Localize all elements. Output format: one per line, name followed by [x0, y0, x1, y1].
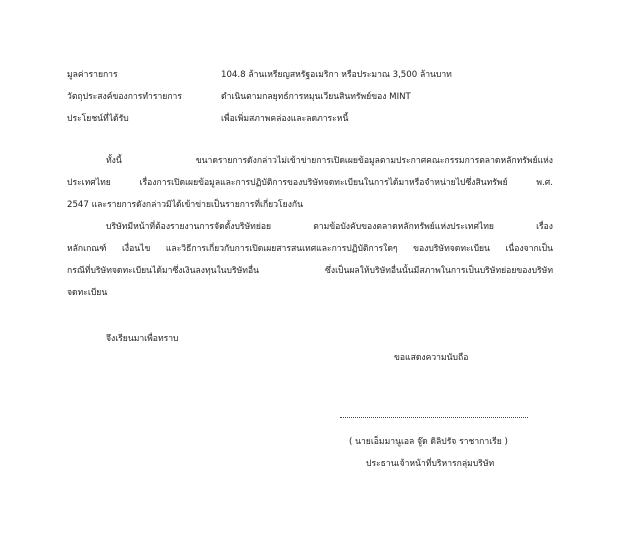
transaction-purpose: ดำเนินตามกลยุทธ์การหมุนเวียนสินทรัพย์ของ MINT [221, 92, 411, 102]
paragraph-line: บริษัทมีหน้าที่ต้องรายงานการจัดตั้งบริษัทย่อย ตามข้อบังคับของตลาดหลักทรัพย์แห่งประเทศไทย เรื่อง [106, 222, 553, 232]
benefits-label: ประโยชน์ที่ได้รับ [67, 114, 129, 124]
closing-inform: จึงเรียนมาเพื่อทราบ [106, 334, 179, 344]
paragraph-line: จดทะเบียน [67, 288, 108, 298]
transaction-value: 104.8 ล้านเหรียญสหรัฐอเมริกา หรือประมาณ 3,500 ล้านบาท [221, 70, 452, 80]
benefits: เพื่อเพิ่มสภาพคล่องและลดภาระหนี้ [221, 114, 349, 124]
signatory-title: ประธานเจ้าหน้าที่บริหารกลุ่มบริษัท [366, 459, 495, 469]
paragraph-line: ทั้งนี้ ขนาดรายการดังกล่าวไม่เข้าข่ายการเปิดเผยข้อมูลตามประกาศคณะกรรมการตลาดหลักทรัพย์แห่ง [106, 156, 553, 166]
signature-line [340, 416, 528, 418]
transaction-purpose-label: วัตถุประสงค์ของการทำรายการ [67, 92, 182, 102]
closing-respect: ขอแสดงความนับถือ [394, 353, 469, 363]
paragraph-line: หลักเกณฑ์ เงื่อนไข และวิธีการเกี่ยวกับการเปิดเผยสารสนเทศและการปฏิบัติการใดๆ ของบริษัทจดทะเบียน เนื่องจากเป็น [67, 244, 553, 254]
transaction-value-label: มูลค่ารายการ [67, 70, 118, 80]
signatory-name: ( นายเอ็มมานูเอล จู๊ด ดิลิปรัจ ราชากาเรีย ) [349, 437, 508, 447]
paragraph-line: ประเทศไทย เรื่องการเปิดเผยข้อมูลและการปฏิบัติการของบริษัทจดทะเบียนในการได้มาหรือจำหน่ายไปซึ่งสินทรัพย์ พ.ศ. [67, 178, 553, 188]
paragraph-line: กรณีที่บริษัทจดทะเบียนได้มาซึ่งเงินลงทุนในบริษัทอื่น ซึ่งเป็นผลให้บริษัทอื่นนั้นมีสภาพในการเป็นบริษัทย่อยของบริษัท [67, 266, 553, 276]
paragraph-line: 2547 และรายการดังกล่าวมิได้เข้าข่ายเป็นรายการที่เกี่ยวโยงกัน [67, 200, 303, 210]
